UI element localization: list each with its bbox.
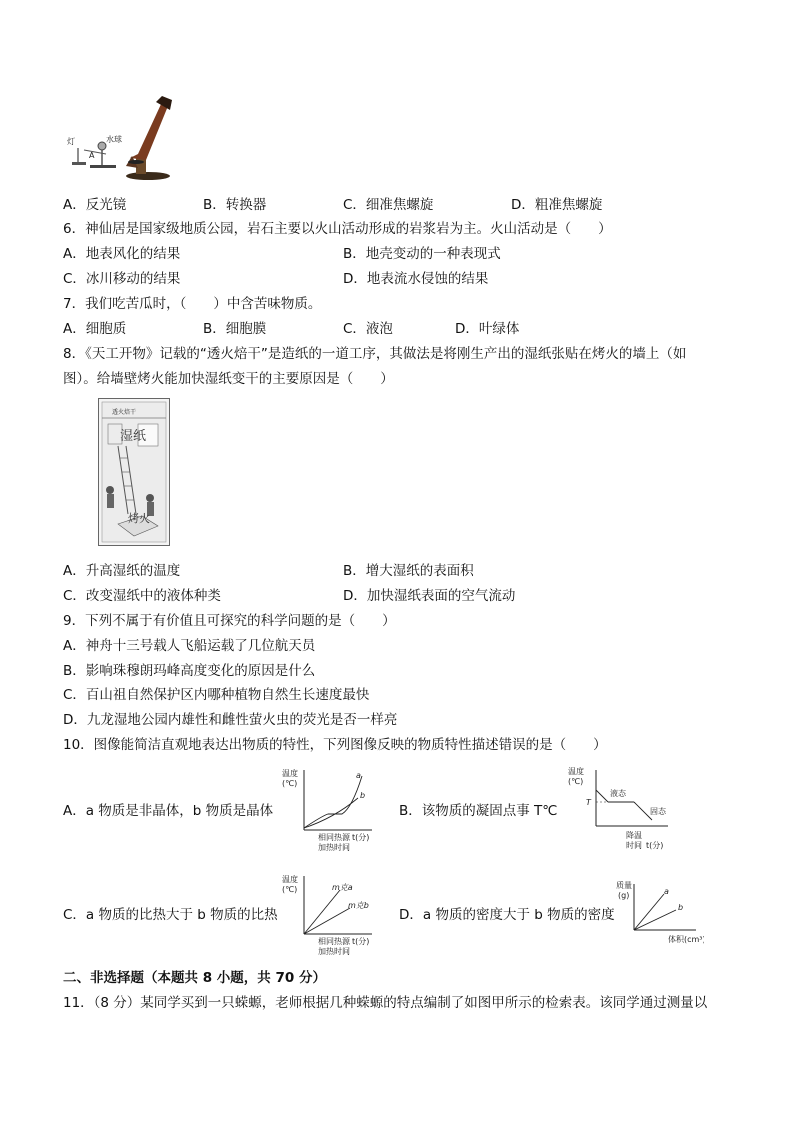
q10-option-b[interactable]: B．该物质的凝固点事 T℃ xyxy=(399,803,558,819)
q5-option-b[interactable]: B．转换器 xyxy=(203,197,267,213)
graph-b-liquid-label: 液态 xyxy=(610,789,626,798)
graph-b-xlabel2: 时间 xyxy=(626,841,642,850)
graph-a-xlabel1: 相同热源 xyxy=(318,833,350,842)
q7-option-b[interactable]: B．细胞膜 xyxy=(203,321,267,337)
graph-b-yunit: (℃) xyxy=(568,777,584,786)
q9-option-c[interactable]: C．百山祖自然保护区内哪种植物自然生长速度最快 xyxy=(63,687,370,703)
q6-option-b[interactable]: B．地壳变动的一种表现式 xyxy=(343,246,501,262)
graph-b xyxy=(564,762,674,854)
q10-option-c[interactable]: C．a 物质的比热大于 b 物质的比热 xyxy=(63,907,278,923)
graph-d xyxy=(612,878,704,950)
graph-c xyxy=(280,868,380,958)
q7-stem: 7．我们吃苦瓜时，（ ）中含苦味物质。 xyxy=(63,296,322,312)
water-bulb-label: 水球 xyxy=(106,135,122,144)
graph-a xyxy=(280,762,380,854)
microscope-figure xyxy=(66,96,178,182)
graph-b-xunit: t(分) xyxy=(646,841,664,850)
graph-a-xlabel2: 加热时间 xyxy=(318,843,350,852)
label-a: A xyxy=(89,151,95,160)
q7-option-d[interactable]: D．叶绿体 xyxy=(455,321,520,337)
paper-drying-figure xyxy=(98,398,170,546)
q8-stem-line1: 8．《天工开物》记载的“透火焙干”是造纸的一道工序，其做法是将刚生产出的湿纸张贴在烤火的墙上（如 xyxy=(63,346,687,362)
figure-title: 透火焙干 xyxy=(112,409,137,416)
graph-c-xunit: t(分) xyxy=(352,937,370,946)
q8-option-a[interactable]: A．升高湿纸的温度 xyxy=(63,563,181,579)
q7-option-c[interactable]: C．液泡 xyxy=(343,321,393,337)
section-2-title: 二、非选择题（本题共 8 小题，共 70 分） xyxy=(63,970,326,986)
graph-c-yunit: (℃) xyxy=(282,885,298,894)
graph-d-xlabel: 体积(cm³) xyxy=(668,935,704,944)
graph-a-ylabel: 温度 xyxy=(282,769,298,778)
graph-c-ylabel: 温度 xyxy=(282,875,298,884)
q6-option-d[interactable]: D．地表流水侵蚀的结果 xyxy=(343,271,489,287)
q10-stem: 10．图像能简洁直观地表达出物质的特性，下列图像反映的物质特性描述错误的是（ ） xyxy=(63,737,607,753)
q5-option-c[interactable]: C．细准焦螺旋 xyxy=(343,197,434,213)
graph-a-series-a: a xyxy=(356,771,361,780)
graph-a-xunit: t(分) xyxy=(352,833,370,842)
graph-d-yunit: (g) xyxy=(618,891,630,900)
graph-d-series-a: a xyxy=(664,887,669,896)
q10-option-d[interactable]: D．a 物质的密度大于 b 物质的密度 xyxy=(399,907,615,923)
q5-option-a[interactable]: A．反光镜 xyxy=(63,197,127,213)
q9-option-a[interactable]: A．神舟十三号载人飞船运载了几位航天员 xyxy=(63,638,316,654)
q8-stem-line2: 图）。给墙壁烤火能加快湿纸变干的主要原因是（ ） xyxy=(63,371,394,387)
graph-b-t-label: T xyxy=(586,798,591,807)
graph-c-xlabel1: 相同热源 xyxy=(318,937,350,946)
graph-b-xlabel1: 降温 xyxy=(626,831,642,840)
q5-option-d[interactable]: D．粗准焦螺旋 xyxy=(511,197,603,213)
lamp-label: 灯 xyxy=(67,137,75,146)
q8-option-d[interactable]: D．加快湿纸表面的空气流动 xyxy=(343,588,516,604)
q6-option-c[interactable]: C．冰川移动的结果 xyxy=(63,271,181,287)
graph-d-series-b: b xyxy=(678,903,684,912)
q8-option-b[interactable]: B．增大湿纸的表面积 xyxy=(343,563,474,579)
graph-c-series-b: m克b xyxy=(348,901,369,910)
q6-option-a[interactable]: A．地表风化的结果 xyxy=(63,246,181,262)
graph-d-ylabel: 质量 xyxy=(616,881,632,890)
q9-option-b[interactable]: B．影响珠穆朗玛峰高度变化的原因是什么 xyxy=(63,663,316,679)
q10-option-a[interactable]: A．a 物质是非晶体，b 物质是晶体 xyxy=(63,803,274,819)
graph-c-series-a: m克a xyxy=(332,883,353,892)
graph-b-solid-label: 固态 xyxy=(650,807,666,816)
q9-option-d[interactable]: D．九龙湿地公园内雄性和雌性萤火虫的荧光是否一样亮 xyxy=(63,712,398,728)
graph-a-series-b: b xyxy=(360,791,366,800)
q11-stem: 11．（8 分）某同学买到一只蝾螈，老师根据几种蝾螈的特点编制了如图甲所示的检索表。该同学通过测量以 xyxy=(63,995,708,1011)
graph-a-yunit: (℃) xyxy=(282,779,298,788)
q8-option-c[interactable]: C．改变湿纸中的液体种类 xyxy=(63,588,221,604)
wet-paper-label: 湿纸 xyxy=(120,429,147,444)
q7-option-a[interactable]: A．细胞质 xyxy=(63,321,127,337)
graph-c-xlabel2: 加热时间 xyxy=(318,947,350,956)
fire-label: 烤火 xyxy=(128,512,150,525)
q6-stem: 6．神仙居是国家级地质公园，岩石主要以火山活动形成的岩浆岩为主。火山活动是（ ） xyxy=(63,221,612,237)
graph-b-ylabel: 温度 xyxy=(568,767,584,776)
q9-stem: 9．下列不属于有价值且可探究的科学问题的是（ ） xyxy=(63,613,396,629)
